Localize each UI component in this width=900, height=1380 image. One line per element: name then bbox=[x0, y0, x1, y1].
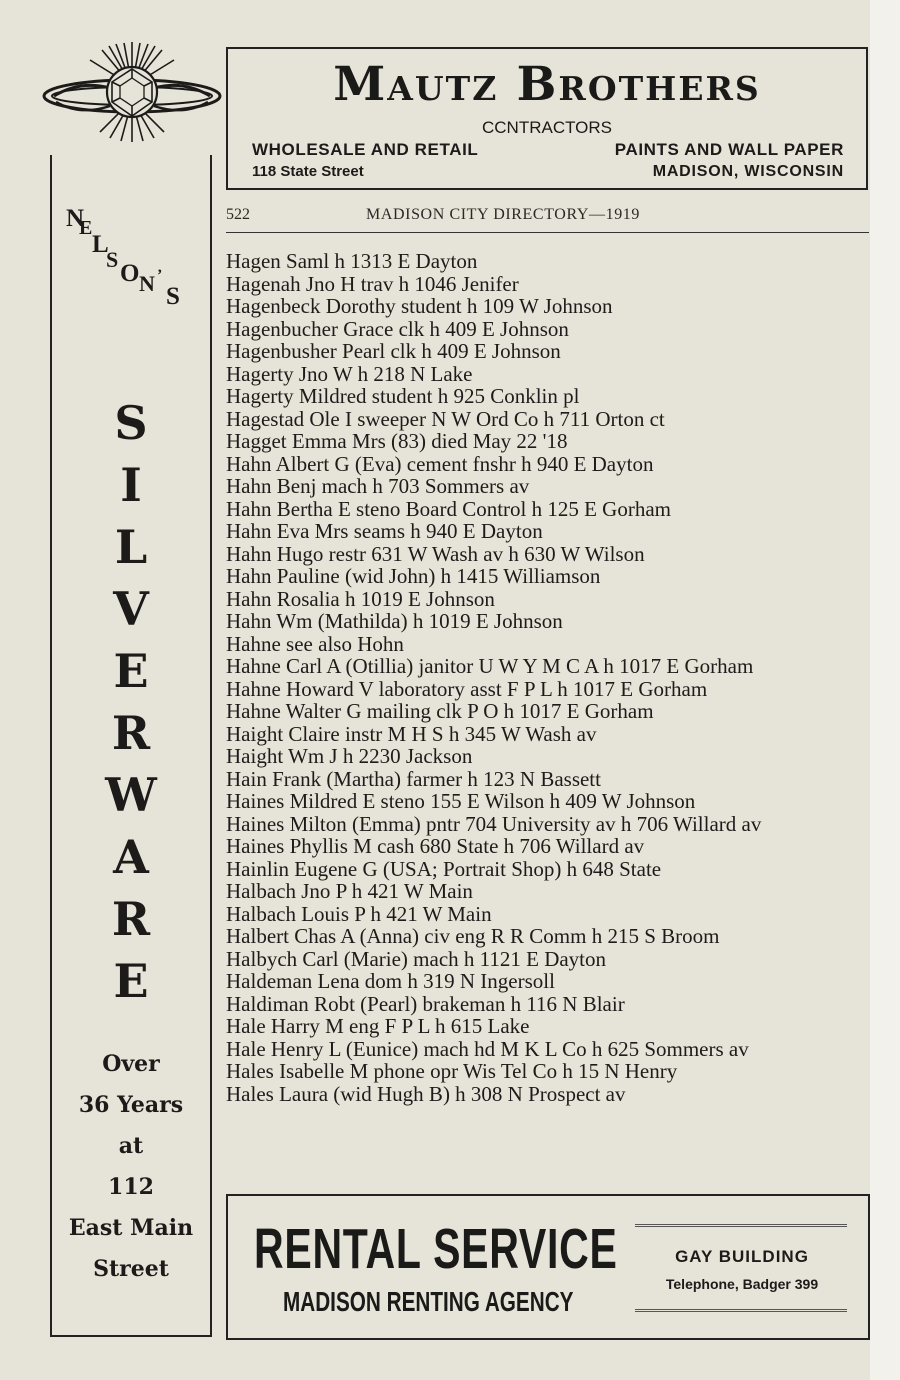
silverware-letter: L bbox=[114, 520, 148, 574]
nelsons-letter: N bbox=[66, 205, 85, 232]
nelsons-ring-logo-icon bbox=[40, 40, 224, 146]
list-item: Haight Wm J h 2230 Jackson bbox=[226, 744, 473, 768]
silverware-letter: W bbox=[105, 768, 157, 822]
silverware-vertical bbox=[50, 392, 212, 1012]
ad-rule bbox=[635, 1224, 847, 1227]
list-item: Halbych Carl (Marie) mach h 1121 E Dayton bbox=[226, 946, 607, 971]
ad-subtitle: CCNTRACTORS bbox=[481, 118, 613, 137]
ad-headline: RENTAL SERVICE bbox=[254, 1217, 618, 1281]
ad-address-line bbox=[252, 163, 844, 181]
ad-rule bbox=[635, 1309, 847, 1312]
ad-agency: MADISON RENTING AGENCY bbox=[283, 1286, 574, 1317]
ad-line-right: PAINTS AND WALL PAPER bbox=[614, 140, 844, 159]
running-head-title: MADISON CITY DIRECTORY—1919 bbox=[366, 206, 640, 223]
ad-telephone: Telephone, Badger 399 bbox=[665, 1276, 819, 1292]
list-item: Hahn Wm (Mathilda) h 1019 E Johnson bbox=[226, 609, 563, 633]
list-item: Hainlin Eugene G (USA; Portrait Shop) h 648 State bbox=[226, 856, 662, 881]
side-ad-line: 112 bbox=[108, 1174, 154, 1200]
list-item: Hagenbucher Grace clk h 409 E Johnson bbox=[226, 316, 569, 341]
directory-listing bbox=[226, 250, 874, 1105]
silverware-letter: R bbox=[111, 892, 151, 946]
running-head bbox=[226, 206, 869, 233]
list-item: Haines Mildred E steno 155 E Wilson h 409 W Johnson bbox=[226, 789, 696, 813]
ad-city: MADISON, WISCONSIN bbox=[652, 163, 844, 180]
ad-line bbox=[252, 140, 844, 160]
list-item: Haines Milton (Emma) pntr 704 University av h 706 Willard av bbox=[226, 811, 762, 836]
side-ad-info bbox=[50, 1044, 212, 1290]
mautz-brothers-ad bbox=[226, 47, 868, 190]
list-item: Hagen Saml h 1313 E Dayton bbox=[226, 249, 478, 273]
list-item: Hahne Carl A (Otillia) janitor U W Y M C A h 1017 E Gorham bbox=[226, 654, 754, 678]
nelsons-letter: N bbox=[139, 271, 155, 296]
list-item: Haines Phyllis M cash 680 State h 706 Willard av bbox=[226, 834, 645, 858]
list-item: Hagerty Mildred student h 925 Conklin pl bbox=[226, 384, 580, 408]
side-ad-line: East Main bbox=[68, 1215, 194, 1241]
ad-building: GAY BUILDING bbox=[675, 1247, 809, 1266]
ad-line-left: WHOLESALE AND RETAIL bbox=[252, 140, 479, 159]
list-item: Hahn Bertha E steno Board Control h 125 E Gorham bbox=[226, 496, 671, 521]
list-item: Halbert Chas A (Anna) civ eng R R Comm h 215 S Broom bbox=[226, 924, 720, 948]
side-ad-line: at bbox=[118, 1133, 144, 1159]
nelsons-letter: L bbox=[92, 231, 109, 258]
silverware-letter: E bbox=[113, 644, 149, 698]
silverware-letter: A bbox=[113, 830, 149, 884]
list-item: Hagenbusher Pearl clk h 409 E Johnson bbox=[226, 339, 561, 363]
list-item: Hahne Walter G mailing clk P O h 1017 E Gorham bbox=[226, 699, 654, 723]
nelsons-letter: S bbox=[166, 283, 180, 310]
list-item: Hahne Howard V laboratory asst F P L h 1017 E Gorham bbox=[226, 676, 708, 701]
list-item: Haldiman Robt (Pearl) brakeman h 116 N Blair bbox=[226, 991, 625, 1016]
side-ad-line: Street bbox=[93, 1256, 169, 1282]
side-ad-line: Over bbox=[102, 1051, 160, 1077]
nelsons-letter: O bbox=[120, 260, 140, 287]
list-item: Hale Henry L (Eunice) mach hd M K L Co h 625 Sommers av bbox=[226, 1036, 749, 1061]
list-item: Hahn Benj mach h 703 Sommers av bbox=[226, 474, 530, 498]
nelsons-letter: ’ bbox=[157, 267, 163, 284]
silverware-letter: S bbox=[114, 396, 148, 450]
nelsons-brand bbox=[66, 205, 206, 325]
list-item: Hagerty Jno W h 218 N Lake bbox=[226, 361, 473, 386]
ad-title: Mautz Brothers bbox=[333, 57, 761, 112]
silverware-letter: I bbox=[120, 458, 142, 512]
silverware-letter: R bbox=[111, 706, 151, 760]
page-number: 522 bbox=[226, 206, 250, 223]
nelsons-letter: S bbox=[106, 247, 119, 272]
list-item: Hales Isabelle M phone opr Wis Tel Co h 15 N Henry bbox=[226, 1059, 678, 1083]
list-item: Hahn Pauline (wid John) h 1415 Williamson bbox=[226, 564, 601, 588]
list-item: Hahn Rosalia h 1019 E Johnson bbox=[226, 586, 495, 611]
list-item: Hagget Emma Mrs (83) died May 22 '18 bbox=[226, 429, 568, 453]
silverware-letter: E bbox=[113, 954, 149, 1008]
list-item: Hagenbeck Dorothy student h 109 W Johnson bbox=[226, 294, 613, 318]
side-ad-line: 36 Years bbox=[78, 1092, 184, 1118]
silverware-letter: V bbox=[113, 582, 149, 636]
list-item: Halbach Jno P h 421 W Main bbox=[226, 879, 473, 903]
list-item: Hahn Eva Mrs seams h 940 E Dayton bbox=[226, 519, 543, 543]
list-item: Hales Laura (wid Hugh B) h 308 N Prospect av bbox=[226, 1081, 626, 1106]
list-item: Hain Frank (Martha) farmer h 123 N Bassett bbox=[226, 766, 601, 791]
list-item: Hagenah Jno H trav h 1046 Jenifer bbox=[226, 271, 519, 296]
page-edge bbox=[870, 0, 900, 1380]
list-item: Hahne see also Hohn bbox=[226, 631, 404, 656]
list-item: Halbach Louis P h 421 W Main bbox=[226, 901, 492, 926]
list-item: Haight Claire instr M H S h 345 W Wash av bbox=[226, 721, 597, 746]
list-item: Haldeman Lena dom h 319 N Ingersoll bbox=[226, 969, 555, 993]
list-item: Hagestad Ole I sweeper N W Ord Co h 711 Orton ct bbox=[226, 406, 665, 431]
list-item: Hahn Hugo restr 631 W Wash av h 630 W Wilson bbox=[226, 541, 645, 566]
ad-address: 118 State Street bbox=[252, 163, 364, 180]
list-item: Hale Harry M eng F P L h 615 Lake bbox=[226, 1014, 530, 1038]
rental-service-ad bbox=[226, 1194, 870, 1340]
nelsons-letter: E bbox=[79, 217, 93, 239]
list-item: Hahn Albert G (Eva) cement fnshr h 940 E Dayton bbox=[226, 451, 654, 476]
